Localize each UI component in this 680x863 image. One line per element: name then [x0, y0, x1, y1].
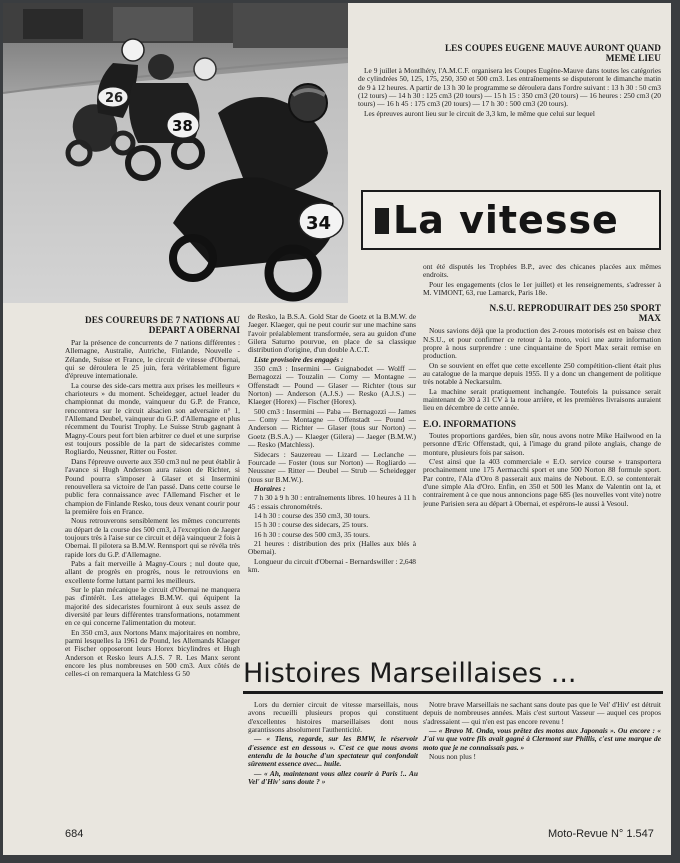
bike-number-1: 26	[105, 91, 124, 106]
paragraph: Sur le plan mécanique le circuit d'Obernai ne manquera pas d'intérêt. Les attelages B.M.W. qui équipent la majorité des sidecaristes fourniront à eux seuls assez de diversité par leurs différentes transformations, notamment en ce qui concerne l'alimentation du moteur.	[65, 584, 240, 628]
paragraph: Dans l'épreuve ouverte aux 350 cm3 nul ne peut établir à l'avance si Hugh Anderson aura raison de Richter, si Pound pourra s'imposer à Glaser et si Insermini renouvellera sa victoire de l'an passé. Dans cette course le public fera connaissance avec l'Allemand Fischer et le champion de Finlande Resko, tous deux venant courir pour la première fois en France.	[65, 456, 240, 516]
quote: — « Ah, maintenant vous allez courir à Paris !.. Au Vel' d'Hiv' sans doute ? »	[248, 768, 418, 787]
bike-number-3: 34	[306, 213, 332, 234]
article-title-box	[361, 190, 661, 250]
title-bullet	[375, 208, 389, 234]
entrants-350: 350 cm3 : Insermini — Guignabodet — Wolff — Bernagozzi — Touzalin — Comy — Montagne — Offenstadt — Pound — Glaser — Richter (tous sur Norton) — Anderson (A.J.S.) — Resko (A.J.S.) — Klaeger (Horex) — Fischer (Horex).	[248, 364, 416, 407]
histoires-column-2	[423, 701, 661, 823]
list-title: Liste provisoire des engagés :	[254, 354, 344, 364]
magazine-issue: Moto-Revue N° 1.547	[548, 828, 654, 840]
paragraph: Lors du dernier circuit de vitesse marseillais, nous avons recueilli plusieurs propos qui constituent d'excellentes histoires marseillaises dont nous garantissons absolument l'authenticité.	[248, 701, 418, 735]
paragraph: Les épreuves auront lieu sur le circuit de 3,3 km, le même que celui sur lequel	[364, 108, 595, 118]
paragraph: Notre brave Marseillais ne sachant sans doute pas que le Vel' d'Hiv' est détruit depuis de nombreuses années. Mais c'est surtout Vasseur — auquel ces propos s'adressaient — qui n'en est pas encore revenu !	[423, 701, 661, 726]
rubric-title: Histoires Marseillaises ...	[243, 658, 577, 689]
heading-eo: E.O. INFORMATIONS	[423, 418, 516, 429]
bike-number-2: 38	[172, 117, 193, 135]
heading-coupes: LES COUPES EUGENE MAUVE AURONT QUAND MEME LIEU	[444, 43, 661, 63]
paragraph: Pour les engagements (clos le 1er juillet) et les renseignements, s'adresser à M. VIMONT, 63, rue Lamarck, Paris 18e.	[423, 279, 661, 298]
paragraph: La machine serait pratiquement inchangée. Toutefois la puissance serait maintenant de 30 à 31 CV à la roue arrière, et les premières livraisons auraient lieu en décembre de cette année.	[423, 386, 661, 413]
schedule-title: Horaires :	[254, 483, 286, 493]
column-c-top	[358, 43, 661, 188]
race-photo	[3, 3, 348, 303]
schedule-line: 14 h 30 : course des 350 cm3, 30 tours.	[254, 510, 370, 520]
paragraph: Nous retrouverons sensiblement les mêmes concurrents au départ de la course des 500 cm3, à l'exception de Jaeger toujours très à l'aise sur ce circuit et déjà vainqueur 2 fois à Obernai. Il pilotera sa B.M.W. Rennsport qui se révéla très rapide lors du G.P. d'Allemagne.	[65, 516, 240, 559]
paragraph: On se souvient en effet que cette excellente 250 compétition-client était plus au catalogue de la marque depuis 1955. Il y a donc un changement de politique très notable à Neckarsulm.	[423, 360, 661, 387]
paragraph: Par la présence de concurrents de 7 nations différentes : Allemagne, Australie, Autriche, Finlande, Nouvelle - Zélande, Suisse et France, le circuit de vitesse d'Obernai, qui se déroulera le 25 juin, fera véritablement figure d'épreuve internationale.	[65, 338, 240, 381]
paragraph: Toutes proportions gardées, bien sûr, nous avons notre Mike Hailwood en la personne d'Eric Offenstadt, qui, à l'image du grand pilote anglais, change de monture, plusieurs fois par saison.	[423, 430, 661, 457]
rubric-underline	[243, 691, 663, 694]
page-number: 684	[65, 828, 84, 840]
schedule-line: 21 heures : distribution des prix (Halles aux blés à Obernai).	[248, 538, 416, 557]
paragraph: Nous non plus !	[429, 752, 477, 762]
schedule-line: 16 h 30 : course des 500 cm3, 35 tours.	[254, 529, 370, 539]
column-c-bottom	[423, 263, 661, 655]
paragraph: C'est ainsi que la 403 commerciale « E.O. service course » transportera prochainement une 175 Aermacchi sport et une 500 Norton 88 formule sport. Par contre, l'Ala d'Oro 8 passerait aux mains de Nebout. E.O. se contenterait d'une simple Ala d'Oro. Enfin, en 350 et 500 les Manx de Valentin ont la, et contrairement à ce que nous annoncions page 685 (les nouvelles vont vite) notre jeune Parisien sera au départ à Obernai, et espérons-le aussi à Vesoul.	[423, 456, 661, 508]
article-title: La vitesse	[393, 198, 619, 242]
histoires-column-1	[248, 701, 418, 823]
schedule-line: 7 h 30 à 9 h 30 : entraînements libres. 10 heures à 11 h 45 : essais chronométrés.	[248, 493, 416, 511]
column-b	[248, 313, 416, 655]
entrants-sidecars: Sidecars : Sauzereau — Lizard — Leclanche — Fourcade — Foster (tous sur Norton) — Rogliardo — Neussner — Ritter — Deubel — Strub — Scheidegger (tous sur B.M.W.).	[248, 449, 416, 484]
paragraph: Nous savions déjà que la production des 2-roues motorisés est en baisse chez N.S.U., et pour confirmer ce retour à la moto, voici une autre information propre à nous surprendre : une cinquantaine de Sport Max serait remise en production.	[423, 326, 661, 361]
paragraph: En 350 cm3, aux Nortons Manx majoritaires en nombre, parmi lesquelles la 1961 de Pound, les Allemands Klaeger et Fischer opposeront leurs Horex bicylindres et Hugh Anderson et Resko leurs A.J.S. 7 R. Les Manx seront encore les plus nombreuses en 500 cm3. Aux côtés de celles-ci on remarquera la Matchless G 50	[65, 627, 240, 679]
magazine-page	[3, 3, 671, 855]
paragraph: La course des side-cars mettra aux prises les meilleurs « charioteurs » du moment. Scheidegger, actuel leader du championnat du monde, vainqueur du G.P. de France, rencontrera sur le circuit alsacien son adversaire n° 1, l'Allemand Deubel, vainqueur du G.P. d'Allemagne et plus récemment du Tourist Trophy. Le Suisse Strub gagnant à Magny-Cours peut fort bien arbitrer ce duel et une surprise est toujours possible de la part de sidecaristes comme Rogliardo, Neussner, Ritter ou Foster.	[65, 380, 240, 457]
paragraph: Le 9 juillet à Montlhéry, l'A.M.C.F. organisera les Coupes Eugène-Mauve dans toutes les catégories de cylindrées 50, 125, 175, 250, 350 et 500 cm3. Les entraînements se disputeront le dimanche matin de 9 à 12 heures. A partir de 13 h 30 le programme se déroulera dans l'ordre suivant : 13 h 30 : 50 cm3 (12 tours) — 14 h 30 : 125 cm3 (20 tours) — 15 h 15 : 350 cm3 (20 tours) — 16 heures : 250 cm3 (20 tours) — 16 h 45 : 175 cm3 (20 tours) — 17 h 30 : 500 cm3 (20 tours).	[358, 66, 661, 109]
paragraph: de Resko, la B.S.A. Gold Star de Goetz et la B.M.W. de Jaeger. Klaeger, qui ne peut courir sur une machine sans l'avoir préalablement transformée, sera au guidon d'une Gilera Saturno pourvue, en place de sa classique distribution d'origine, d'un double A.C.T.	[248, 313, 416, 355]
heading-nsu: N.S.U. REPRODUIRAIT DES 250 SPORT MAX	[489, 303, 661, 324]
paragraph: Pabs a fait merveille à Magny-Cours ; nul doute que, allant de progrès en progrès, nous le retrouvions en excellente forme luttant parmi les meilleurs.	[65, 558, 240, 585]
heading-obernai: DES COUREURS DE 7 NATIONS AU DEPART A OBERNAI	[84, 315, 240, 335]
quote: — « Bravo M. Onda, vous prêtez des motos aux Japonais ». Ou encore : « J'ai vu que votre fils avait gagné à Clermont sur Phillis, c'est une marque de moto que je ne connaissais pas. »	[423, 726, 661, 752]
paragraph: ont été disputés les Trophées B.P., avec des chicanes placées aux mêmes endroits.	[423, 263, 661, 280]
schedule-line: Longueur du circuit d'Obernai - Bernardswiller : 2,648 km.	[248, 556, 416, 574]
schedule-line: 15 h 30 : course des sidecars, 25 tours.	[254, 520, 369, 530]
quote: — « Tiens, regarde, sur les BMW, le réservoir d'essence est en dessous ». C'est ce que nous avons entendu de la bouche d'un spectateur qui confondait sûrement essence avec... huile.	[248, 734, 418, 769]
column-a	[65, 313, 240, 823]
entrants-500: 500 cm3 : Insermini — Paba — Bernagozzi — James — Comy — Montagne — Offenstadt — Pound — Anderson — Richter — Glaser (tous sur Norton) — Goetz (B.S.A.) — Klaeger (Gilera) — Jaeger (B.M.W.) — Resko (Matchless).	[248, 406, 416, 450]
